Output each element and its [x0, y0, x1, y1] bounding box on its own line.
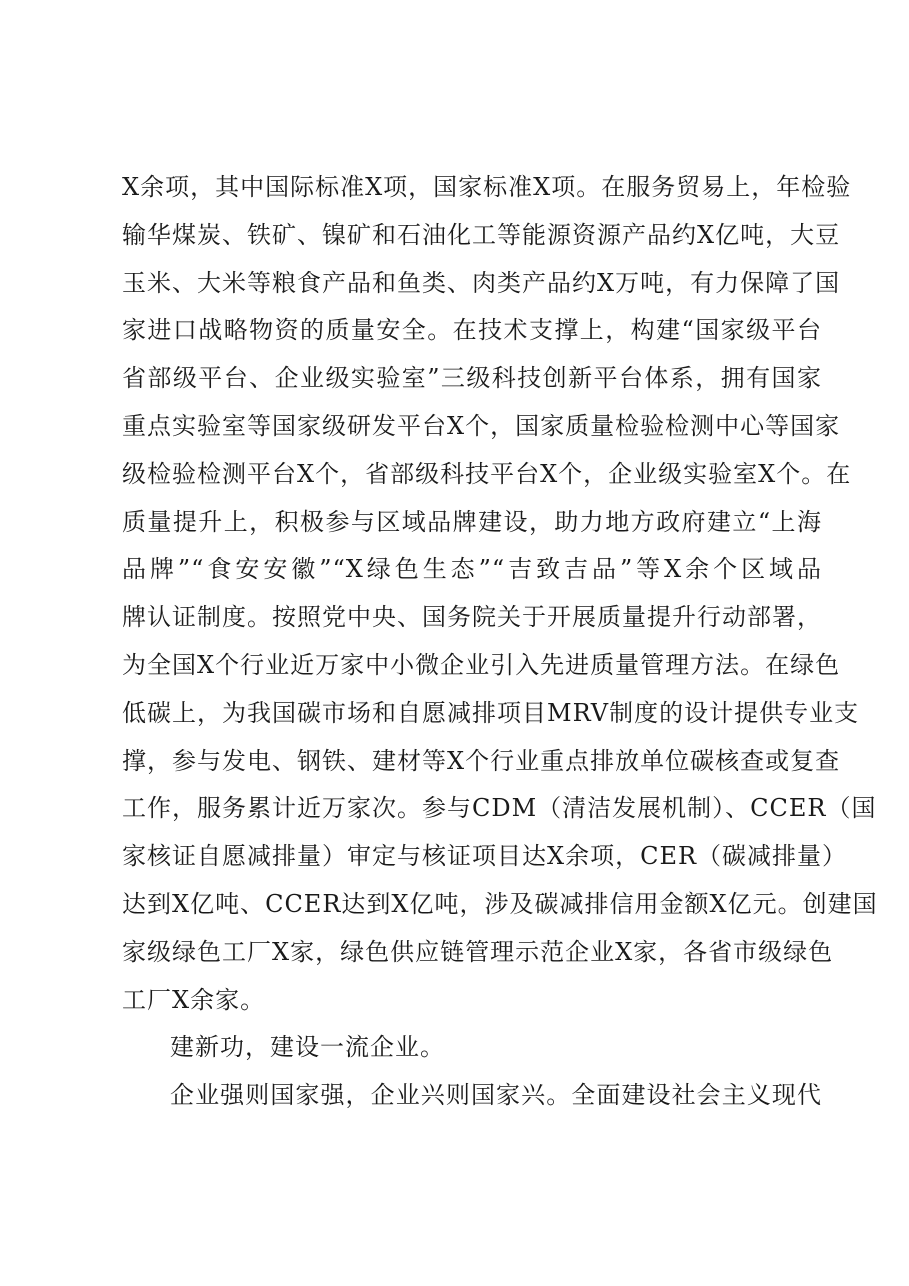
text-line: 省部级平台、企业级实验室”三级科技创新平台体系，拥有国家	[122, 364, 822, 393]
body-text	[122, 164, 878, 1120]
text-line: 重点实验室等国家级研发平台X个，国家质量检验检测中心等国家	[122, 411, 841, 440]
text-line: 企业强则国家强，企业兴则国家兴。全面建设社会主义现代	[170, 1081, 822, 1110]
text-line: X余项，其中国际标准X项，国家标准X项。在服务贸易上，年检验	[122, 173, 852, 201]
text-line: 家核证自愿减排量）审定与核证项目达X余项，CER（碳减排量）	[122, 842, 848, 871]
text-line: 家级绿色工厂X家，绿色供应链管理示范企业X家，各省市级绿色	[122, 937, 834, 966]
text-line: 工作，服务累计近万家次。参与CDM（清洁发展机制）、CCER（国	[122, 794, 877, 823]
text-line: 达到X亿吨、CCER达到X亿吨，涉及碳减排信用金额X亿元。创建国	[122, 889, 878, 918]
text-line: 牌认证制度。按照党中央、国务院关于开展质量提升行动部署，	[122, 603, 822, 632]
text-line: 为全国X个行业近万家中小微企业引入先进质量管理方法。在绿色	[122, 650, 841, 679]
text-line: 质量提升上，积极参与区域品牌建设，助力地方政府建立“上海	[122, 507, 822, 536]
text-line: 品牌”“食安安徽”“X绿色生态”“吉致吉品”等X余个区域品	[122, 555, 822, 584]
text-line: 家进口战略物资的质量安全。在技术支撑上，构建“国家级平台	[122, 316, 822, 345]
text-line: 玉米、大米等粮食产品和鱼类、肉类产品约X万吨，有力保障了国	[122, 268, 841, 297]
text-line: 工厂X余家。	[122, 985, 266, 1014]
text-line: 低碳上，为我国碳市场和自愿减排项目MRV制度的设计提供专业支	[122, 698, 860, 727]
text-line: 撑，参与发电、钢铁、建材等X个行业重点排放单位碳核查或复查	[122, 746, 841, 775]
section-heading: 建新功，建设一流企业。	[170, 1033, 445, 1062]
text-line: 输华煤炭、铁矿、镍矿和石油化工等能源资源产品约X亿吨，大豆	[122, 220, 841, 249]
text-line: 级检验检测平台X个，省部级科技平台X个，企业级实验室X个。在	[122, 459, 852, 488]
